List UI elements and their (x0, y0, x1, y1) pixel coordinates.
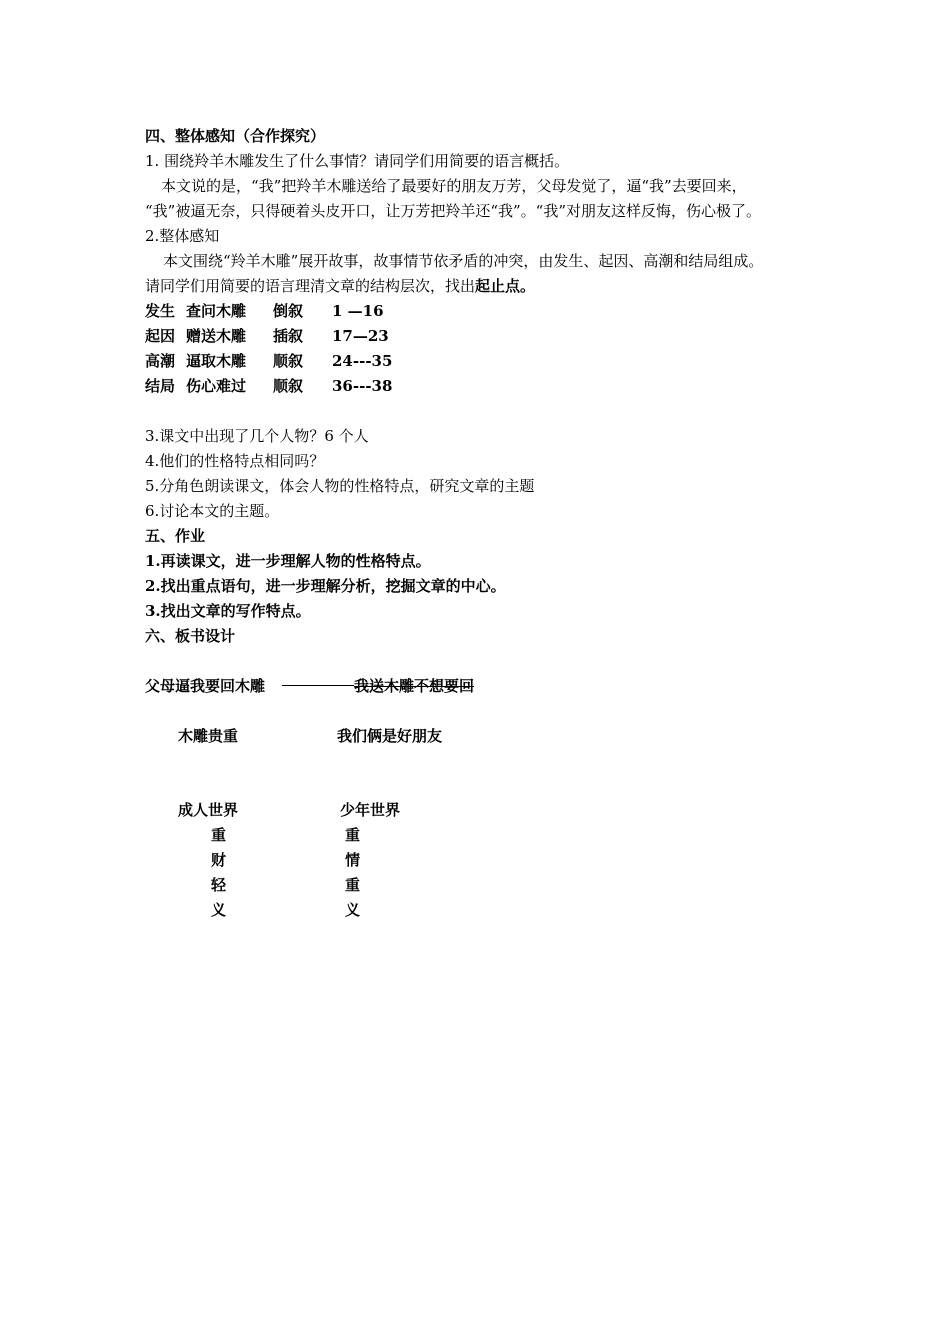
structure-order: 顺叙 (273, 352, 304, 370)
board-left-statement: 父母逼我要回木雕 (145, 677, 266, 695)
question-4: 4.他们的性格特点相同吗？ (145, 452, 325, 470)
homework-item: 2.找出重点语句，进一步理解分析，挖掘文章的中心。 (145, 577, 506, 595)
left-char: 财 (211, 851, 227, 869)
structure-order: 顺叙 (273, 377, 304, 395)
right-char: 义 (345, 901, 361, 919)
structure-range: 1 —16 (332, 302, 384, 320)
right-char: 重 (345, 876, 361, 894)
right-char: 情 (345, 851, 361, 869)
homework-item: 3.找出文章的写作特点。 (145, 602, 311, 620)
structure-part: 发生 (145, 302, 176, 320)
question-2-prefix: 请同学们用简要的语言理清文章的结构层次，找出 (145, 277, 476, 295)
answer-line-1: 本文说的是，“我”把羚羊木雕送给了最要好的朋友万芳，父母发觉了，逼“我”去要回来， (161, 177, 747, 195)
structure-event: 赠送木雕 (186, 327, 247, 345)
question-5: 5.分角色朗读课文，体会人物的性格特点，研究文章的主题 (145, 477, 535, 495)
question-2-title: 2.整体感知 (145, 227, 220, 245)
structure-part: 高潮 (145, 352, 176, 370)
question-6: 6.讨论本文的主题。 (145, 502, 280, 520)
structure-event: 逼取木雕 (186, 352, 247, 370)
question-1: 1. 围绕羚羊木雕发生了什么事情？请同学们用简要的语言概括。 (145, 152, 570, 170)
homework-item: 1.再读课文，进一步理解人物的性格特点。 (145, 552, 431, 570)
structure-order: 倒叙 (273, 302, 304, 320)
question-2-line-2 (145, 276, 535, 296)
left-char: 重 (211, 826, 227, 844)
structure-range: 24---35 (332, 352, 393, 370)
question-2-bold: 起止点。 (475, 277, 536, 295)
left-char: 轻 (211, 876, 227, 894)
section6-heading: 六、板书设计 (145, 627, 236, 645)
left-char: 义 (211, 901, 227, 919)
structure-event: 伤心难过 (186, 377, 247, 395)
structure-event: 查问木雕 (186, 302, 247, 320)
question-2-line-1: 本文围绕“羚羊木雕”展开故事，故事情节依矛盾的冲突，由发生、起因、高潮和结局组成。 (163, 252, 764, 270)
right-char: 重 (345, 826, 361, 844)
structure-range: 17—23 (332, 327, 389, 345)
structure-order: 插叙 (273, 327, 304, 345)
structure-part: 结局 (145, 377, 176, 395)
answer-line-2: “我”被逼无奈，只得硬着头皮开口，让万芳把羚羊还“我”。“我”对朋友这样反悔，伤心极了。 (145, 202, 762, 220)
connector-line (282, 685, 354, 686)
board-right-struck: 我送木雕不想要回 (354, 677, 475, 695)
section5-heading: 五、作业 (145, 527, 206, 545)
right-world: 少年世界 (340, 801, 401, 819)
structure-part: 起因 (145, 327, 176, 345)
question-3: 3.课文中出现了几个人物？6 个人 (145, 427, 369, 445)
right-reason: 我们俩是好朋友 (337, 727, 443, 745)
left-world: 成人世界 (178, 801, 239, 819)
board-right-statement (354, 676, 474, 696)
section4-heading: 四、整体感知（合作探究） (145, 127, 326, 145)
structure-range: 36---38 (332, 377, 393, 395)
left-reason: 木雕贵重 (178, 727, 239, 745)
